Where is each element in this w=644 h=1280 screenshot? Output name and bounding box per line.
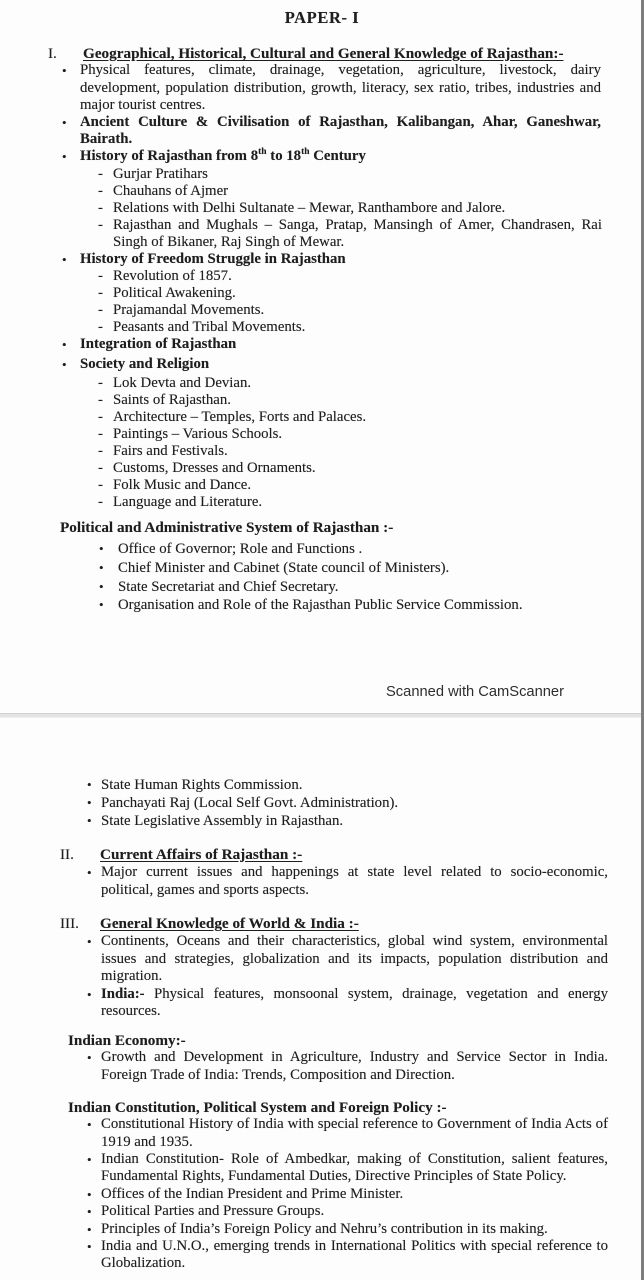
dash-marker: - bbox=[98, 165, 103, 182]
admin-bullet-list bbox=[0, 540, 644, 614]
bullet-text: Principles of India’s Foreign Policy and Nehru’s contribution in its making. bbox=[101, 1220, 548, 1237]
section-3-heading: General Knowledge of World & India :- bbox=[100, 915, 359, 933]
section-2-heading-row bbox=[0, 846, 644, 863]
sub-item bbox=[98, 375, 644, 392]
bullet-item bbox=[87, 1116, 644, 1151]
bullet-text: Chief Minister and Cabinet (State council of Ministers). bbox=[118, 560, 450, 577]
bullet-item bbox=[87, 1203, 644, 1220]
sub-item-text: Prajamandal Movements. bbox=[113, 301, 265, 318]
bullet-marker: • bbox=[87, 1221, 92, 1237]
dash-marker: - bbox=[98, 375, 103, 392]
bullet-item bbox=[87, 776, 644, 794]
history-superscript-th: th bbox=[258, 147, 267, 158]
bullet-text bbox=[80, 148, 601, 165]
bullet-marker: • bbox=[87, 777, 92, 792]
economy-bullet-list bbox=[0, 1049, 644, 1084]
bullet-marker: • bbox=[87, 1151, 92, 1167]
admin-system-heading: Political and Administrative System of Rajasthan :- bbox=[60, 519, 394, 537]
bullet-marker: • bbox=[99, 578, 104, 594]
bullet-text: Continents, Oceans and their characteristics, global wind system, environmental issues and strategies, globalization and its impacts, population distribution and migration. bbox=[101, 933, 608, 985]
section-3-numeral: III. bbox=[60, 915, 79, 933]
bullet-marker: • bbox=[87, 1117, 92, 1133]
section-2-numeral: II. bbox=[60, 846, 74, 863]
constitution-bullet-list bbox=[0, 1116, 644, 1273]
bullet-item bbox=[87, 794, 644, 812]
sub-item bbox=[98, 319, 644, 336]
sub-item bbox=[98, 477, 644, 494]
sub-item bbox=[98, 166, 644, 183]
bullet-text: State Secretariat and Chief Secretary. bbox=[118, 578, 339, 595]
bullet-item bbox=[87, 1186, 644, 1203]
sub-item bbox=[98, 426, 644, 443]
bullet-marker: • bbox=[99, 597, 104, 613]
section-2-heading: Current Affairs of Rajasthan :- bbox=[100, 846, 303, 863]
bullet-text: History of Freedom Struggle in Rajasthan bbox=[80, 250, 346, 267]
bullet-marker: • bbox=[87, 865, 92, 881]
bullet-item-economy bbox=[87, 1049, 644, 1084]
sub-item-text: Language and Literature. bbox=[113, 494, 263, 511]
indian-economy-heading: Indian Economy:- bbox=[68, 1031, 186, 1049]
sub-item-text: Relations with Delhi Sultanate – Mewar, Ranthambore and Jalore. bbox=[113, 199, 506, 216]
india-text-rest: Physical features, monsoonal system, drainage, vegetation and energy resources. bbox=[101, 985, 608, 1020]
dash-marker: - bbox=[98, 301, 103, 318]
bullet-marker: • bbox=[62, 251, 67, 267]
dash-marker: - bbox=[98, 494, 103, 511]
bullet-item-continents bbox=[87, 933, 644, 986]
sub-item-text: Paintings – Various Schools. bbox=[113, 426, 283, 443]
bullet-text: Organisation and Role of the Rajasthan Public Service Commission. bbox=[118, 597, 523, 614]
dash-marker: - bbox=[98, 443, 103, 460]
sub-item bbox=[98, 443, 644, 460]
sub-item bbox=[98, 268, 644, 285]
bullet-marker: • bbox=[87, 813, 92, 828]
bullet-item-current-affairs bbox=[87, 864, 644, 899]
top-bullet-list bbox=[0, 776, 644, 830]
sub-item-text: Customs, Dresses and Ornaments. bbox=[113, 460, 316, 477]
bullet-text: Growth and Development in Agriculture, Industry and Service Sector in India. Foreign Trade of India: Trends, Composition and Direction. bbox=[101, 1049, 608, 1083]
sub-item-text: Lok Devta and Devian. bbox=[113, 375, 252, 392]
sub-item bbox=[98, 460, 644, 477]
sub-item bbox=[98, 285, 644, 302]
bullet-item-integration bbox=[62, 336, 644, 353]
bullet-text: Physical features, climate, drainage, vegetation, agriculture, livestock, dairy development, population distribution, growth, literacy, sex ratio, tribes, industries and major tourist centres. bbox=[80, 62, 601, 113]
bullet-text: Constitutional History of India with special reference to Government of India Acts of 1919 and 1935. bbox=[101, 1116, 608, 1150]
bullet-marker: • bbox=[87, 1050, 92, 1066]
section-1-heading-row bbox=[0, 45, 644, 62]
bullet-text: Integration of Rajasthan bbox=[80, 335, 237, 352]
bullet-item-india-physical bbox=[87, 986, 644, 1021]
dash-marker: - bbox=[98, 267, 103, 284]
bullet-text: State Legislative Assembly in Rajasthan. bbox=[101, 813, 344, 829]
bullet-text: Society and Religion bbox=[80, 356, 210, 373]
bullet-item bbox=[87, 1151, 644, 1186]
dash-marker: - bbox=[98, 284, 103, 301]
bullet-item-physical-features bbox=[62, 62, 644, 114]
bullet-marker: • bbox=[87, 795, 92, 810]
sub-item-text: Chauhans of Ajmer bbox=[113, 182, 229, 199]
sub-item bbox=[98, 200, 644, 217]
bullet-item bbox=[87, 1221, 644, 1238]
sub-item bbox=[98, 302, 644, 319]
camscanner-watermark: Scanned with CamScanner bbox=[386, 684, 564, 700]
bullet-text: State Human Rights Commission. bbox=[101, 777, 303, 793]
dash-marker: - bbox=[98, 182, 103, 199]
dash-marker: - bbox=[98, 409, 103, 426]
dash-marker: - bbox=[98, 318, 103, 335]
bullet-item bbox=[99, 559, 644, 578]
bullet-item-society-religion bbox=[62, 356, 644, 373]
sub-item-text: Revolution of 1857. bbox=[113, 267, 232, 284]
dash-marker: - bbox=[98, 392, 103, 409]
bullet-marker: • bbox=[87, 934, 92, 950]
sub-item bbox=[98, 183, 644, 200]
bullet-item-ancient-culture bbox=[62, 114, 644, 148]
sub-item-text: Fairs and Festivals. bbox=[113, 443, 228, 460]
bullet-marker: • bbox=[62, 63, 67, 79]
history-text-mid: to 18 bbox=[266, 148, 302, 165]
bullet-text: Panchayati Raj (Local Self Govt. Administration). bbox=[101, 795, 399, 811]
dash-marker: - bbox=[98, 477, 103, 494]
sub-item-text: Rajasthan and Mughals – Sanga, Pratap, Mansingh of Amer, Chandrasen, Rai Singh of Bikaner, Raj Singh of Mewar. bbox=[113, 216, 602, 250]
section-3-heading-row bbox=[0, 915, 644, 932]
bullet-text: Political Parties and Pressure Groups. bbox=[101, 1203, 325, 1220]
sub-item-text: Architecture – Temples, Forts and Palaces. bbox=[113, 409, 367, 426]
bullet-marker: • bbox=[62, 149, 67, 165]
section-1-heading: Geographical, Historical, Cultural and General Knowledge of Rajasthan:- bbox=[83, 45, 564, 63]
bullet-text: Major current issues and happenings at state level related to socio-economic, political, games and sports aspects. bbox=[101, 864, 608, 898]
bullet-marker: • bbox=[62, 115, 67, 131]
sub-item-text: Gurjar Pratihars bbox=[113, 165, 208, 182]
sub-item-text: Peasants and Tribal Movements. bbox=[113, 318, 306, 335]
bullet-marker: • bbox=[99, 560, 104, 576]
bullet-text: India and U.N.O., emerging trends in International Politics with special reference to Globalization. bbox=[101, 1237, 608, 1272]
history-text-post: Century bbox=[309, 148, 366, 165]
bullet-item bbox=[87, 1238, 644, 1273]
dash-marker: - bbox=[98, 216, 103, 233]
sub-item bbox=[98, 409, 644, 426]
sub-item-text: Saints of Rajasthan. bbox=[113, 392, 231, 409]
dash-marker: - bbox=[98, 199, 103, 216]
section-1-numeral: I. bbox=[48, 45, 57, 63]
bullet-item-freedom-struggle bbox=[62, 251, 644, 268]
bullet-marker: • bbox=[62, 336, 67, 352]
sub-item-text: Political Awakening. bbox=[113, 284, 236, 301]
paper-title: PAPER- I bbox=[284, 8, 360, 27]
history-text-pre: History of Rajasthan from 8 bbox=[80, 148, 259, 165]
sub-item bbox=[98, 217, 644, 251]
bullet-marker: • bbox=[99, 541, 104, 557]
sub-item bbox=[98, 494, 644, 511]
bullet-text: Indian Constitution- Role of Ambedkar, making of Constitution, salient features, Fundamental Rights, Fundamental Duties, Directive Principles of State Policy. bbox=[101, 1150, 608, 1185]
bullet-text: Offices of the Indian President and Prime Minister. bbox=[101, 1185, 404, 1202]
bullet-item bbox=[99, 596, 644, 615]
sub-item-text: Folk Music and Dance. bbox=[113, 477, 252, 494]
bullet-text bbox=[101, 986, 608, 1021]
bullet-marker: • bbox=[87, 1204, 92, 1220]
indian-constitution-heading: Indian Constitution, Political System and Foreign Policy :- bbox=[68, 1098, 447, 1116]
bullet-text: Ancient Culture & Civilisation of Rajasthan, Kalibangan, Ahar, Ganeshwar, Bairath. bbox=[80, 114, 601, 148]
bullet-item-history-8th-18th bbox=[62, 148, 644, 165]
bullet-marker: • bbox=[87, 1238, 92, 1254]
bullet-text: Office of Governor; Role and Functions . bbox=[118, 541, 363, 558]
bullet-item bbox=[99, 578, 644, 597]
dash-marker: - bbox=[98, 460, 103, 477]
history-superscript-th: th bbox=[301, 147, 310, 158]
bullet-marker: • bbox=[62, 357, 67, 373]
dash-marker: - bbox=[98, 426, 103, 443]
sub-item bbox=[98, 392, 644, 409]
bullet-item bbox=[99, 540, 644, 559]
document-page-2 bbox=[0, 718, 644, 1280]
india-bold-lead: India:- bbox=[101, 985, 145, 1002]
bullet-item bbox=[87, 812, 644, 830]
bullet-marker: • bbox=[87, 986, 92, 1002]
bullet-marker: • bbox=[87, 1186, 92, 1202]
